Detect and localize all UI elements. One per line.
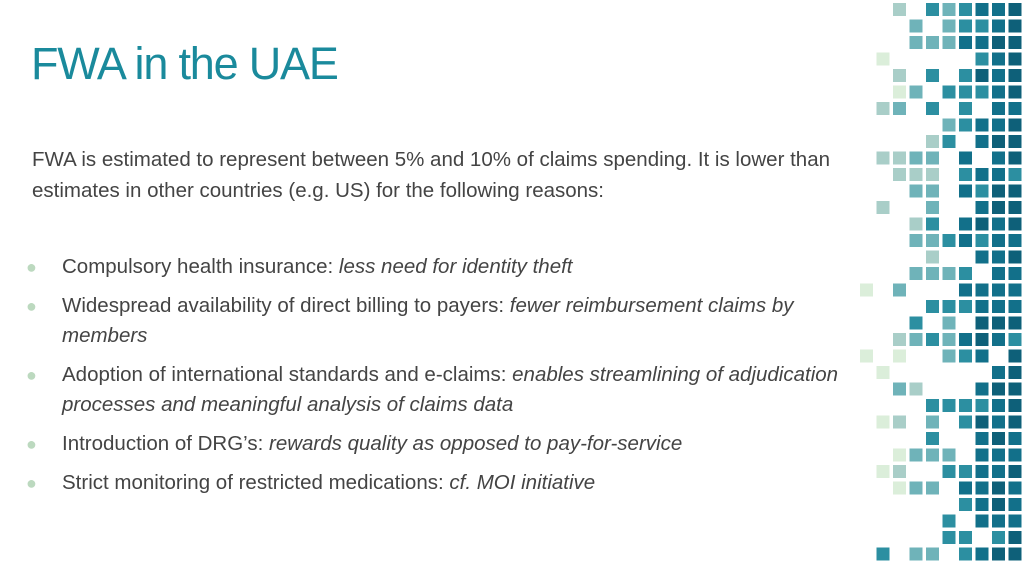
mosaic-tile	[943, 449, 956, 462]
mosaic-tile	[976, 36, 989, 49]
mosaic-tile	[959, 218, 972, 231]
bullet-label: Adoption of international standards and e-claims:	[62, 363, 513, 386]
mosaic-tile	[943, 399, 956, 412]
mosaic-tile	[1009, 218, 1022, 231]
mosaic-tile	[959, 399, 972, 412]
mosaic-tile	[959, 86, 972, 99]
mosaic-tile	[976, 498, 989, 511]
mosaic-tile	[992, 135, 1005, 148]
bullet-dot-icon: ●	[26, 473, 37, 493]
mosaic-tile	[877, 416, 890, 429]
mosaic-tile	[992, 251, 1005, 264]
intro-paragraph: FWA is estimated to represent between 5% and 10% of claims spending. It is lower than estimates in other countries (e.g. US) for the following reasons:	[32, 148, 831, 202]
mosaic-tile	[1009, 152, 1022, 165]
mosaic-tile	[926, 399, 939, 412]
mosaic-tile	[926, 432, 939, 445]
mosaic-tile	[959, 350, 972, 363]
mosaic-tile	[976, 333, 989, 346]
mosaic-tile	[926, 3, 939, 16]
mosaic-tile	[992, 152, 1005, 165]
mosaic-tile	[959, 3, 972, 16]
mosaic-tile	[1009, 168, 1022, 181]
mosaic-tile	[976, 20, 989, 33]
bullet-detail: cf. MOI initiative	[449, 471, 596, 494]
mosaic-tile	[976, 234, 989, 247]
mosaic-tile	[976, 168, 989, 181]
mosaic-tile	[1009, 317, 1022, 330]
mosaic-tile	[926, 234, 939, 247]
mosaic-tile	[926, 333, 939, 346]
mosaic-tile	[992, 416, 1005, 429]
mosaic-tile	[976, 119, 989, 132]
mosaic-tile	[992, 333, 1005, 346]
slide-title: FWA in the UAE	[31, 38, 338, 89]
mosaic-tile	[1009, 234, 1022, 247]
mosaic-tile	[992, 432, 1005, 445]
mosaic-tile	[893, 333, 906, 346]
mosaic-tile	[976, 218, 989, 231]
mosaic-tile	[959, 333, 972, 346]
mosaic-tile	[992, 102, 1005, 115]
mosaic-tile	[877, 152, 890, 165]
mosaic-tile	[877, 465, 890, 478]
mosaic-tile	[976, 383, 989, 396]
mosaic-tile	[976, 449, 989, 462]
mosaic-tile	[959, 185, 972, 198]
mosaic-tile	[893, 102, 906, 115]
mosaic-tile	[1009, 465, 1022, 478]
mosaic-tile	[943, 36, 956, 49]
bullet-label: Introduction of DRG’s:	[62, 432, 269, 455]
mosaic-tile	[1009, 3, 1022, 16]
mosaic-tile	[992, 515, 1005, 528]
mosaic-tile	[976, 201, 989, 214]
mosaic-tile	[976, 53, 989, 66]
bullet-label: Widespread availability of direct billing to payers:	[62, 294, 510, 317]
mosaic-tile	[1009, 69, 1022, 82]
mosaic-tile	[893, 482, 906, 495]
bullet-detail: enables streamlining of adjudication processes and meaningful analysis of claims data	[62, 363, 839, 416]
mosaic-tile	[1009, 86, 1022, 99]
mosaic-tile	[926, 102, 939, 115]
bullet-detail: less need for identity theft	[338, 255, 573, 278]
mosaic-tile	[1009, 482, 1022, 495]
mosaic-tile	[910, 449, 923, 462]
mosaic-tile	[992, 218, 1005, 231]
mosaic-tile	[877, 201, 890, 214]
mosaic-tile	[959, 531, 972, 544]
mosaic-tile	[1009, 399, 1022, 412]
mosaic-tile	[992, 69, 1005, 82]
mosaic-tile	[910, 36, 923, 49]
mosaic-tile	[943, 317, 956, 330]
mosaic-tile	[943, 3, 956, 16]
mosaic-tile	[992, 201, 1005, 214]
mosaic-tile	[1009, 449, 1022, 462]
mosaic-tile	[926, 449, 939, 462]
mosaic-tile	[1009, 284, 1022, 297]
mosaic-tile	[1009, 531, 1022, 544]
mosaic-tile	[959, 416, 972, 429]
mosaic-tile	[959, 267, 972, 280]
mosaic-tile	[943, 20, 956, 33]
mosaic-tile	[976, 135, 989, 148]
mosaic-tile	[926, 168, 939, 181]
mosaic-tile	[1009, 300, 1022, 313]
bullet-detail: rewards quality as opposed to pay-for-service	[269, 432, 683, 455]
mosaic-tile	[943, 515, 956, 528]
mosaic-tile	[910, 20, 923, 33]
mosaic-tile	[976, 416, 989, 429]
mosaic-tile	[926, 482, 939, 495]
mosaic-tile	[877, 548, 890, 561]
mosaic-tile	[959, 119, 972, 132]
mosaic-tile	[910, 218, 923, 231]
mosaic-tile	[992, 86, 1005, 99]
bullet-dot-icon: ●	[26, 365, 37, 385]
mosaic-tile	[959, 498, 972, 511]
mosaic-tile	[1009, 333, 1022, 346]
mosaic-tile	[1009, 432, 1022, 445]
mosaic-tile	[959, 168, 972, 181]
mosaic-tile	[926, 135, 939, 148]
mosaic-tile	[976, 69, 989, 82]
mosaic-tile	[910, 267, 923, 280]
mosaic-tile	[1009, 251, 1022, 264]
mosaic-tile	[943, 531, 956, 544]
mosaic-tile	[910, 548, 923, 561]
mosaic-tile	[976, 284, 989, 297]
mosaic-tile	[959, 300, 972, 313]
mosaic-tile	[976, 3, 989, 16]
mosaic-tile	[959, 102, 972, 115]
mosaic-tile	[910, 482, 923, 495]
mosaic-tile	[976, 251, 989, 264]
mosaic-tile	[1009, 102, 1022, 115]
mosaic-tile	[860, 350, 873, 363]
mosaic-tile	[1009, 53, 1022, 66]
mosaic-tile	[992, 3, 1005, 16]
mosaic-tile	[976, 86, 989, 99]
mosaic-tile	[893, 416, 906, 429]
mosaic-tile	[926, 416, 939, 429]
mosaic-tile	[1009, 498, 1022, 511]
mosaic-tile	[992, 234, 1005, 247]
mosaic-tile	[992, 366, 1005, 379]
mosaic-tile	[976, 482, 989, 495]
mosaic-tile	[992, 185, 1005, 198]
mosaic-tile	[959, 234, 972, 247]
mosaic-tile	[893, 284, 906, 297]
mosaic-tile	[992, 53, 1005, 66]
mosaic-tile	[943, 267, 956, 280]
mosaic-tile	[992, 317, 1005, 330]
mosaic-tile	[976, 465, 989, 478]
mosaic-tile	[992, 36, 1005, 49]
mosaic-tile	[976, 185, 989, 198]
mosaic-tile	[992, 498, 1005, 511]
mosaic-tile	[992, 465, 1005, 478]
mosaic-tile	[943, 333, 956, 346]
mosaic-tile	[1009, 416, 1022, 429]
mosaic-tile	[976, 399, 989, 412]
bullet-dot-icon: ●	[26, 434, 37, 454]
mosaic-tile	[992, 449, 1005, 462]
mosaic-tile	[992, 267, 1005, 280]
mosaic-tile	[1009, 119, 1022, 132]
mosaic-tile	[1009, 135, 1022, 148]
mosaic-tile	[1009, 20, 1022, 33]
mosaic-tile	[959, 548, 972, 561]
mosaic-tile	[943, 300, 956, 313]
mosaic-tile	[926, 251, 939, 264]
mosaic-tile	[1009, 267, 1022, 280]
mosaic-tile	[910, 185, 923, 198]
mosaic-tile	[893, 465, 906, 478]
mosaic-tile	[992, 399, 1005, 412]
mosaic-tile	[959, 284, 972, 297]
mosaic-tile	[943, 350, 956, 363]
mosaic-tile	[910, 168, 923, 181]
mosaic-tile	[1009, 201, 1022, 214]
mosaic-tile	[992, 284, 1005, 297]
mosaic-tile	[910, 333, 923, 346]
mosaic-tile	[926, 69, 939, 82]
mosaic-tile	[893, 168, 906, 181]
mosaic-tile	[926, 152, 939, 165]
mosaic-tile	[992, 119, 1005, 132]
mosaic-tile	[976, 317, 989, 330]
mosaic-tile	[943, 465, 956, 478]
bullet-dot-icon: ●	[26, 296, 37, 316]
mosaic-tile	[910, 234, 923, 247]
mosaic-tile	[1009, 515, 1022, 528]
mosaic-tile	[1009, 366, 1022, 379]
mosaic-tile	[943, 86, 956, 99]
mosaic-tile	[959, 69, 972, 82]
mosaic-tile	[992, 300, 1005, 313]
mosaic-tile	[926, 548, 939, 561]
mosaic-tile	[976, 515, 989, 528]
bullet-dot-icon: ●	[26, 257, 37, 277]
mosaic-tile	[959, 36, 972, 49]
mosaic-tile	[943, 135, 956, 148]
mosaic-tile	[860, 284, 873, 297]
mosaic-tile	[910, 317, 923, 330]
mosaic-tile	[992, 20, 1005, 33]
mosaic-tile	[1009, 185, 1022, 198]
bullet-label: Compulsory health insurance:	[62, 255, 339, 278]
mosaic-tile	[893, 449, 906, 462]
mosaic-tile	[926, 300, 939, 313]
mosaic-tile	[910, 383, 923, 396]
mosaic-tile	[926, 36, 939, 49]
mosaic-tile	[893, 383, 906, 396]
mosaic-tile	[1009, 36, 1022, 49]
mosaic-tile	[976, 350, 989, 363]
mosaic-tile	[959, 465, 972, 478]
bullet-label: Strict monitoring of restricted medications:	[62, 471, 450, 494]
mosaic-tile	[959, 152, 972, 165]
mosaic-tile	[893, 350, 906, 363]
bullet-detail: fewer reimbursement claims by members	[62, 294, 794, 347]
mosaic-tile	[992, 548, 1005, 561]
mosaic-tile	[910, 86, 923, 99]
mosaic-tile	[976, 548, 989, 561]
mosaic-tile	[893, 86, 906, 99]
mosaic-tile	[992, 383, 1005, 396]
mosaic-tile	[1009, 548, 1022, 561]
mosaic-tile	[877, 366, 890, 379]
mosaic-tile	[877, 102, 890, 115]
mosaic-tile	[877, 53, 890, 66]
mosaic-tile	[943, 119, 956, 132]
mosaic-tile	[893, 152, 906, 165]
mosaic-tile	[992, 168, 1005, 181]
mosaic-tile	[926, 185, 939, 198]
mosaic-tile	[976, 432, 989, 445]
mosaic-tile	[926, 218, 939, 231]
mosaic-tile	[910, 152, 923, 165]
mosaic-tile	[893, 3, 906, 16]
mosaic-tile	[959, 20, 972, 33]
mosaic-tile	[976, 300, 989, 313]
mosaic-tile	[893, 69, 906, 82]
mosaic-tile	[1009, 350, 1022, 363]
mosaic-tile	[959, 482, 972, 495]
mosaic-tile	[1009, 383, 1022, 396]
mosaic-tile	[926, 201, 939, 214]
mosaic-tile	[943, 234, 956, 247]
mosaic-tile	[926, 267, 939, 280]
mosaic-tile	[992, 531, 1005, 544]
mosaic-tile	[992, 482, 1005, 495]
